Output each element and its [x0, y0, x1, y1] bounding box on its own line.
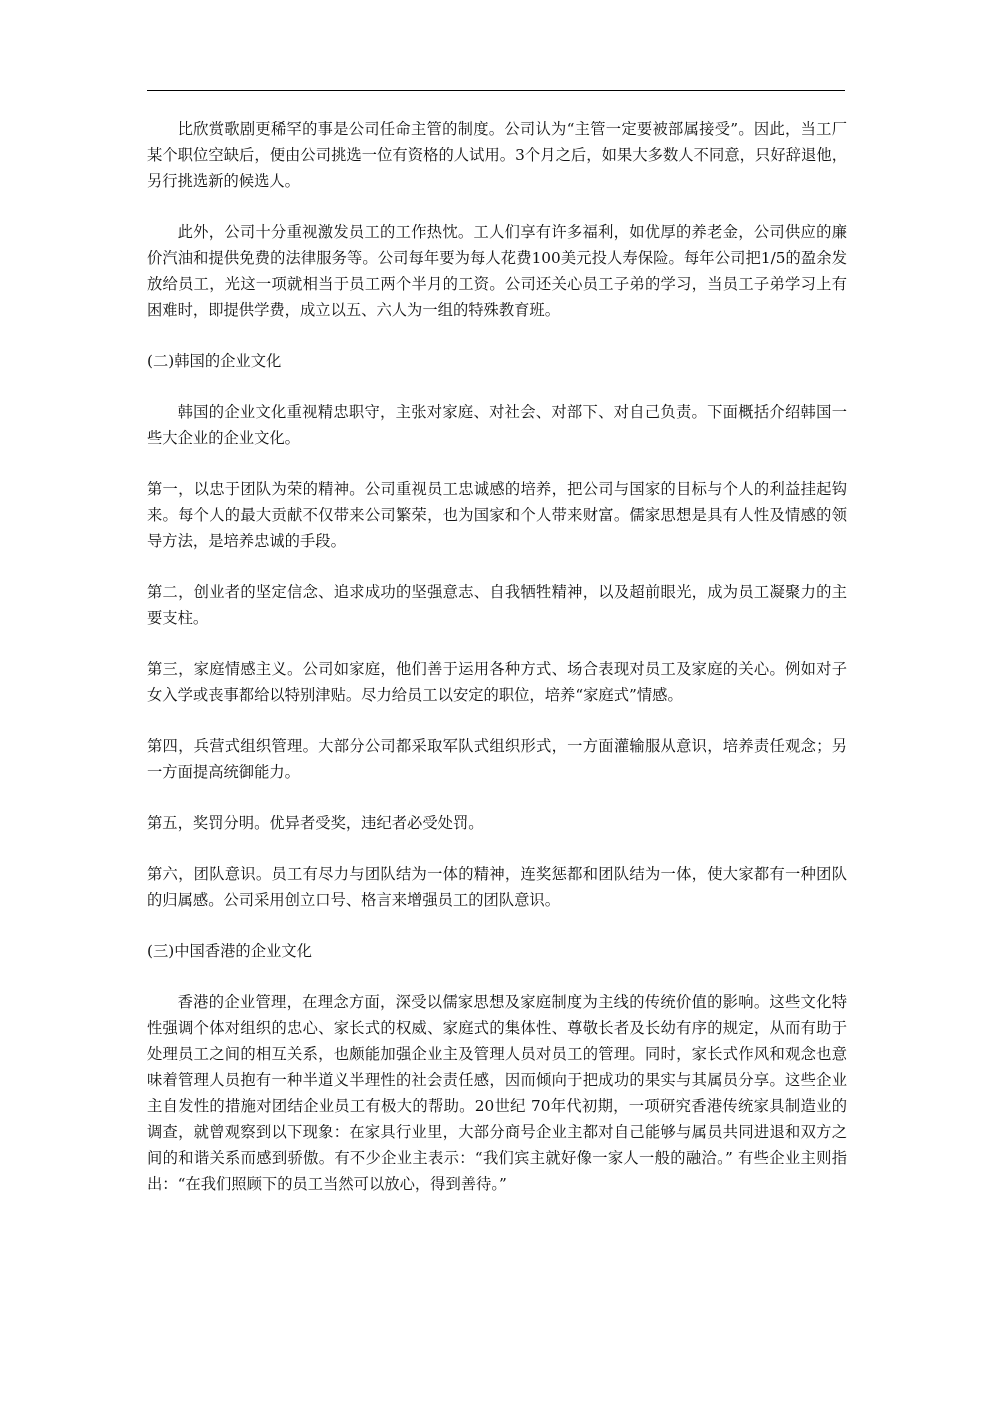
- paragraph-opera-management: 比欣赏歌剧更稀罕的事是公司任命主管的制度。公司认为“主管一定要被部属接受”。因此，当工厂某个职位空缺后，便由公司挑选一位有资格的人试用。3个月之后，如果大多数人不同意，只好辞退他，另行挑选新的候选人。: [147, 120, 847, 190]
- header-rule: [147, 90, 845, 91]
- paragraph-employee-benefits: 此外，公司十分重视激发员工的工作热忱。工人们享有许多福利，如优厚的养老金，公司供应的廉价汽油和提供免费的法律服务等。公司每年要为每人花费100美元投人寿保险。每年公司把1/5的盈余发放给员工，光这一项就相当于员工两个半月的工资。公司还关心员工子弟的学习，当员工子弟学习上有困难时，即提供学费，成立以五、六人为一组的特殊教育班。: [147, 223, 847, 319]
- section-heading-korea: (二)韩国的企业文化: [147, 352, 282, 370]
- paragraph-point-2: 第二，创业者的坚定信念、追求成功的坚强意志、自我牺牲精神，以及超前眼光，成为员工凝聚力的主要支柱。: [147, 583, 847, 627]
- paragraph-point-3: 第三，家庭情感主义。公司如家庭，他们善于运用各种方式、场合表现对员工及家庭的关心。例如对子女入学或丧事都给以特别津贴。尽力给员工以安定的职位，培养“家庭式”情感。: [147, 660, 847, 704]
- paragraph-point-1: 第一，以忠于团队为荣的精神。公司重视员工忠诚感的培养，把公司与国家的目标与个人的利益挂起钩来。每个人的最大贡献不仅带来公司繁荣，也为国家和个人带来财富。儒家思想是具有人性及情感的领导方法，是培养忠诚的手段。: [147, 480, 847, 550]
- paragraph-korea-intro: 韩国的企业文化重视精忠职守，主张对家庭、对社会、对部下、对自己负责。下面概括介绍韩国一些大企业的企业文化。: [147, 403, 847, 447]
- paragraph-point-6: 第六，团队意识。员工有尽力与团队结为一体的精神，连奖惩都和团队结为一体，使大家都有一种团队的归属感。公司采用创立口号、格言来增强员工的团队意识。: [147, 865, 847, 909]
- paragraph-hongkong-management: 香港的企业管理，在理念方面，深受以儒家思想及家庭制度为主线的传统价值的影响。这些文化特性强调个体对组织的忠心、家长式的权威、家庭式的集体性、尊敬长者及长幼有序的规定，从而有助于处理员工之间的相互关系，也颇能加强企业主及管理人员对员工的管理。同时，家长式作风和观念也意味着管理人员抱有一种半道义半理性的社会责任感，因而倾向于把成功的果实与其属员分享。这些企业主自发性的措施对团结企业员工有极大的帮助。20世纪 70年代初期，一项研究香港传统家具制造业的调查，就曾观察到以下现象：在家具行业里，大部分商号企业主都对自己能够与属员共同进退和双方之间的和谐关系而感到骄傲。有不少企业主表示：“我们宾主就好像一家人一般的融洽。” 有些企业主则指出：“在我们照顾下的员工当然可以放心，得到善待。”: [147, 993, 847, 1193]
- document-body: [147, 116, 847, 1197]
- paragraph-point-5: 第五，奖罚分明。优异者受奖，违纪者必受处罚。: [147, 814, 484, 832]
- paragraph-point-4: 第四，兵营式组织管理。大部分公司都采取军队式组织形式，一方面灌输服从意识，培养责任观念；另一方面提高统御能力。: [147, 737, 847, 781]
- section-heading-hongkong: (三)中国香港的企业文化: [147, 942, 312, 960]
